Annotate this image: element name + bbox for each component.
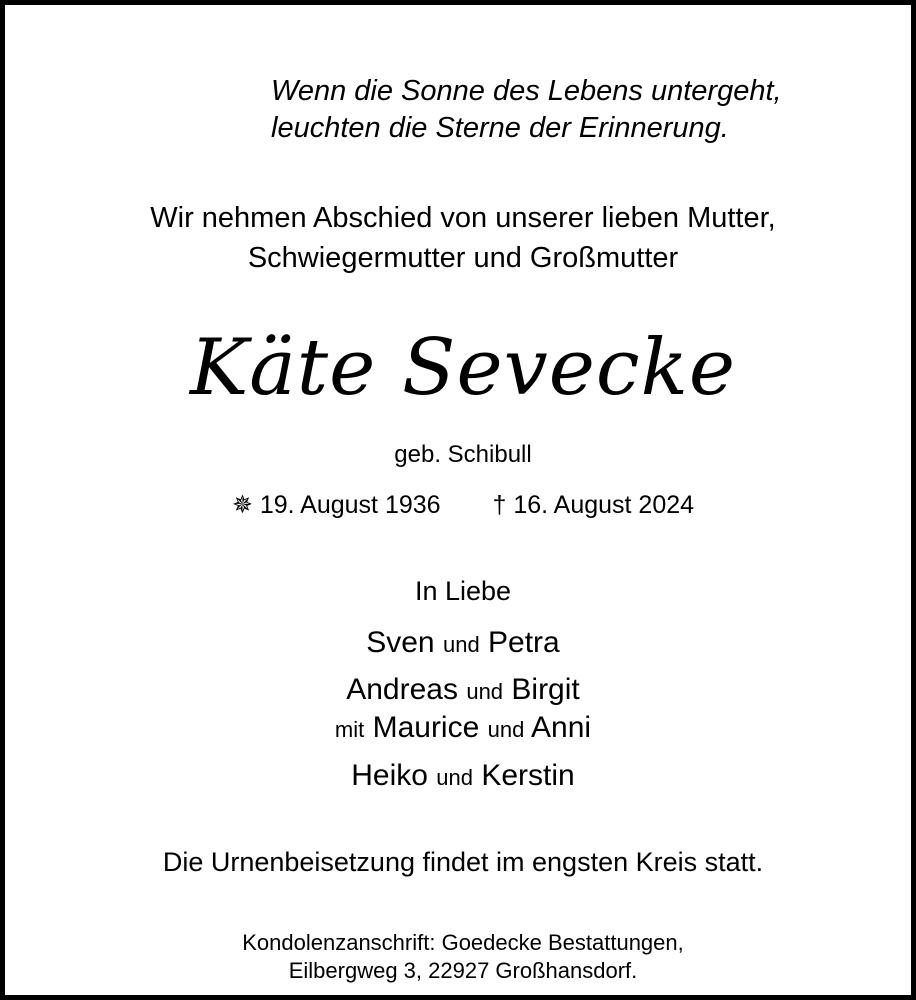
mourner-name: Birgit	[511, 673, 580, 706]
conjunction: und	[466, 679, 504, 704]
birth-star-icon: ✵	[231, 491, 253, 519]
mourner-name: Heiko	[351, 759, 428, 792]
in-love-heading: In Liebe	[414, 576, 512, 606]
mourner-name: Sven	[366, 626, 435, 659]
mourner-row-4	[5, 759, 916, 793]
mourner-name: Maurice	[372, 711, 480, 744]
mourner-name: Kerstin	[481, 759, 575, 792]
birth-date: 19. August 1936	[259, 491, 441, 519]
conjunction: und	[487, 717, 525, 742]
deceased-name: Käte Sevecke	[189, 323, 736, 413]
mourner-name: Andreas	[346, 673, 458, 706]
address-line-2: Eilbergweg 3, 22927 Großhansdorf.	[288, 958, 638, 983]
intro-line-2: Schwiegermutter und Großmutter	[247, 242, 679, 274]
mourner-row-1	[5, 626, 916, 660]
conjunction: und	[436, 765, 474, 790]
burial-notice: Die Urnenbeisetzung findet im engsten Kreis statt.	[162, 847, 764, 877]
quote-line-1: Wenn die Sonne des Lebens untergeht,	[271, 75, 782, 107]
intro-line-1: Wir nehmen Abschied von unserer lieben Mutter,	[150, 202, 776, 234]
with-word: mit	[334, 717, 365, 742]
death-cross-icon: †	[492, 491, 507, 519]
death-date: 16. August 2024	[513, 491, 695, 519]
mourner-row-2	[5, 673, 916, 707]
life-dates	[5, 490, 916, 520]
mourner-row-3	[5, 711, 916, 745]
mourner-name: Petra	[488, 626, 560, 659]
conjunction: und	[442, 632, 480, 657]
mourner-name: Anni	[531, 711, 592, 744]
address-line-1: Kondolenzanschrift: Goedecke Bestattungen,	[242, 930, 684, 955]
quote-line-2: leuchten die Sterne der Erinnerung.	[271, 112, 729, 144]
born-name: geb. Schibull	[394, 441, 532, 468]
